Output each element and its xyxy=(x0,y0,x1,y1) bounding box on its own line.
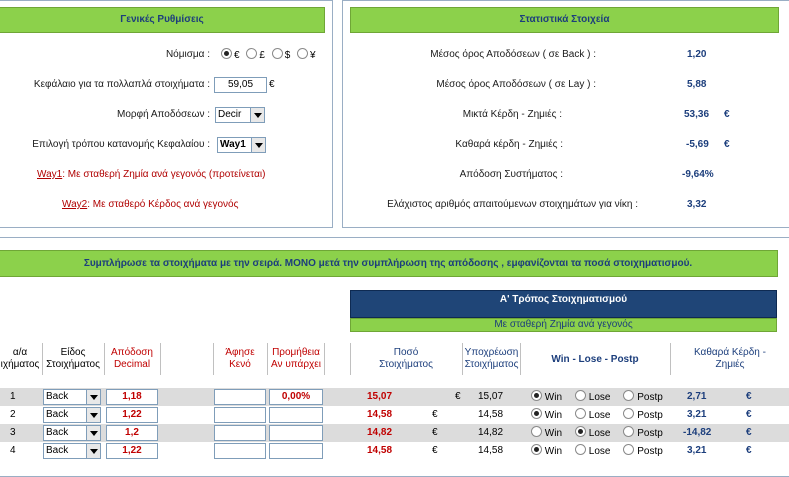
bet-type-select[interactable] xyxy=(43,389,101,405)
header-commission-line1: Προμήθεια xyxy=(272,347,320,358)
header-stake-line1: Ποσό xyxy=(393,347,419,358)
header-net xyxy=(671,347,789,371)
header-liability-line2: Στοιχήματος xyxy=(464,359,519,370)
stat-label-net: Καθαρά κέρδη - Ζημιές : xyxy=(455,139,563,150)
bet-type-select[interactable] xyxy=(43,407,101,423)
leave-empty-input[interactable] xyxy=(214,443,266,459)
method-title: Α' Τρόπος Στοιχηματισμού xyxy=(499,294,628,305)
net-value: -14,82 xyxy=(683,427,712,438)
header-type-line2: Στοιχήματος xyxy=(46,359,100,370)
currency-label: Νόμισμα : xyxy=(165,49,210,60)
result-postp-label: Postp xyxy=(637,410,663,421)
bet-type-value: Back xyxy=(46,391,69,402)
bet-type-select[interactable] xyxy=(43,425,101,441)
result-radio-win[interactable] xyxy=(531,390,542,401)
bet-type-value: Back xyxy=(46,445,69,456)
row-num: 3 xyxy=(10,427,16,438)
way2-note xyxy=(62,199,238,210)
way2-link[interactable]: Way2 xyxy=(62,199,88,210)
currency-radio-group xyxy=(221,48,316,61)
instruction-bar: Συμπλήρωσε τα στοιχήματα με την σειρά. ΜΟΝΟ μετά την συμπλήρωση της απόδοσης , εμφανίζονται τα ποσά στοιχηματισμού. xyxy=(0,250,778,277)
result-radio-group xyxy=(531,444,663,459)
way2-text: : Με σταθερό Κέρδος ανά γεγονός xyxy=(87,199,239,210)
header-net-line2: Ζημιές xyxy=(715,359,745,370)
result-radio-group xyxy=(531,408,663,423)
stat-label-min-bets: Ελάχιστος αριθμός απαιτούμενων στοιχημάτων για νίκη : xyxy=(387,199,638,210)
stat-value-net: -5,69 xyxy=(686,139,709,150)
currency-radio-gbp[interactable] xyxy=(246,48,257,59)
header-liability-line1: Υποχρέωση xyxy=(464,347,519,358)
stake-value: 14,58 xyxy=(367,409,393,420)
result-lose-label: Lose xyxy=(588,410,611,421)
odds-format-select[interactable] xyxy=(215,107,265,123)
header-leave-line1: Άφησε xyxy=(225,347,255,358)
currency-eur-label: € xyxy=(234,50,240,61)
allocation-value: Way1 xyxy=(220,139,246,150)
net-unit: € xyxy=(746,409,752,420)
stat-label-avg-lay: Μέσος όρος Αποδόσεων ( σε Lay ) : xyxy=(436,79,596,90)
result-radio-win[interactable] xyxy=(531,408,542,419)
net-unit: € xyxy=(746,445,752,456)
header-type-line1: Είδος xyxy=(60,347,86,358)
header-net-line1: Καθαρά Κέρδη - xyxy=(694,347,766,358)
capital-unit: € xyxy=(269,79,275,90)
currency-gbp-label: £ xyxy=(259,50,265,61)
stake-value: 15,07 xyxy=(367,391,393,402)
net-value: 3,21 xyxy=(687,409,707,420)
result-radio-postp[interactable] xyxy=(623,426,634,437)
stat-value-yield: -9,64% xyxy=(682,169,714,180)
stake-unit: € xyxy=(455,391,461,402)
allocation-label: Επιλογή τρόπου κατανομής Κεφαλαίου : xyxy=(32,139,210,150)
result-radio-win[interactable] xyxy=(531,426,542,437)
way1-text: : Με σταθερή Ζημία ανά γεγονός (προτείνεται) xyxy=(62,169,266,180)
header-odds-line2: Decimal xyxy=(113,359,151,370)
header-wlp: Win - Lose - Postp xyxy=(551,354,639,365)
row-num: 1 xyxy=(10,391,16,402)
table-row xyxy=(0,442,789,460)
result-lose-label: Lose xyxy=(588,428,611,439)
leave-empty-input[interactable] xyxy=(214,407,266,423)
row-num: 2 xyxy=(10,409,16,420)
currency-radio-jpy[interactable] xyxy=(297,48,308,59)
stat-label-yield: Απόδοση Συστήματος : xyxy=(459,169,563,180)
bet-type-value: Back xyxy=(46,409,69,420)
result-radio-group xyxy=(531,426,663,441)
result-lose-label: Lose xyxy=(588,392,611,403)
stake-unit: € xyxy=(432,409,438,420)
table-row xyxy=(0,388,789,406)
liability-value: 14,58 xyxy=(478,445,504,456)
result-postp-label: Postp xyxy=(637,428,663,439)
header-num-line1: α/α xyxy=(12,347,28,358)
leave-empty-input[interactable] xyxy=(214,389,266,405)
header-num-line2: ιχήματος xyxy=(0,359,40,370)
odds-input[interactable]: 1,22 xyxy=(106,407,158,423)
stat-label-avg-back: Μέσος όρος Αποδόσεων ( σε Back ) : xyxy=(430,49,596,60)
odds-format-label: Μορφή Αποδόσεων : xyxy=(117,109,210,120)
chevron-down-icon[interactable] xyxy=(250,108,264,122)
header-odds xyxy=(105,347,159,371)
statistics-panel xyxy=(342,0,789,228)
table-row xyxy=(0,424,789,442)
result-radio-lose[interactable] xyxy=(575,426,586,437)
odds-input[interactable]: 1,2 xyxy=(106,425,158,441)
commission-input[interactable] xyxy=(269,407,323,423)
liability-value: 14,58 xyxy=(478,409,504,420)
header-num xyxy=(0,347,40,371)
currency-usd-label: $ xyxy=(284,50,291,61)
capital-label: Κεφάλαιο για τα πολλαπλά στοιχήματα : xyxy=(33,79,210,90)
stat-value-avg-back: 1,20 xyxy=(687,49,707,60)
commission-input[interactable] xyxy=(269,425,323,441)
odds-input[interactable]: 1,22 xyxy=(106,443,158,459)
method-subtitle: Με σταθερή Ζημία ανά γεγονός xyxy=(350,318,777,332)
table-row xyxy=(0,406,789,424)
stat-value-min-bets: 3,32 xyxy=(687,199,707,210)
result-win-label: Win xyxy=(544,428,563,439)
net-unit: € xyxy=(746,427,752,438)
result-lose-label: Lose xyxy=(588,446,611,457)
result-win-label: Win xyxy=(544,410,563,421)
stake-unit: € xyxy=(432,445,438,456)
capital-input[interactable]: 59,05 xyxy=(214,77,267,93)
net-value: 3,21 xyxy=(687,445,707,456)
result-radio-postp[interactable] xyxy=(623,408,634,419)
stat-label-gross: Μικτά Κέρδη - Ζημιές : xyxy=(462,109,562,120)
general-settings-title: Γενικές Ρυθμίσεις xyxy=(0,7,325,33)
commission-input[interactable]: 0,00% xyxy=(269,389,323,405)
bet-type-value: Back xyxy=(46,427,69,438)
statistics-title: Στατιστικά Στοιχεία xyxy=(350,7,779,33)
result-win-label: Win xyxy=(544,446,563,457)
currency-radio-eur[interactable] xyxy=(221,48,232,59)
chevron-down-icon[interactable] xyxy=(251,138,265,152)
result-radio-lose[interactable] xyxy=(575,390,586,401)
net-value: 2,71 xyxy=(687,391,707,402)
stake-value: 14,58 xyxy=(367,445,393,456)
header-type xyxy=(43,347,103,371)
stat-unit-net: € xyxy=(724,139,730,150)
leave-empty-input[interactable] xyxy=(214,425,266,441)
header-commission xyxy=(268,347,324,371)
header-liability xyxy=(463,347,520,371)
result-radio-lose[interactable] xyxy=(575,444,586,455)
odds-input[interactable]: 1,18 xyxy=(106,389,158,405)
stat-value-avg-lay: 5,88 xyxy=(687,79,707,90)
chevron-down-icon[interactable] xyxy=(86,390,100,404)
currency-radio-usd[interactable] xyxy=(272,48,283,59)
allocation-select[interactable] xyxy=(217,137,266,153)
liability-value: 15,07 xyxy=(478,391,504,402)
chevron-down-icon[interactable] xyxy=(86,408,100,422)
header-leave xyxy=(214,347,266,371)
result-radio-lose[interactable] xyxy=(575,408,586,419)
stat-value-gross: 53,36 xyxy=(684,109,710,120)
header-commission-line2: Αν υπάρχει xyxy=(271,359,321,370)
way1-link[interactable]: Way1 xyxy=(37,169,63,180)
row-num: 4 xyxy=(10,445,16,456)
header-divider xyxy=(160,343,161,375)
liability-value: 14,82 xyxy=(478,427,504,438)
result-win-label: Win xyxy=(544,392,563,403)
header-leave-line2: Κενό xyxy=(229,359,251,370)
net-unit: € xyxy=(746,391,752,402)
commission-input[interactable] xyxy=(269,443,323,459)
header-stake xyxy=(351,347,461,371)
way1-note xyxy=(37,169,265,180)
stake-value: 14,82 xyxy=(367,427,393,438)
currency-jpy-label: ¥ xyxy=(310,50,316,61)
result-radio-postp[interactable] xyxy=(623,390,634,401)
header-odds-line1: Απόδοση xyxy=(111,347,153,358)
chevron-down-icon[interactable] xyxy=(86,444,100,458)
header-stake-line2: Στοιχήματος xyxy=(379,359,433,370)
method-title-box xyxy=(350,290,777,318)
result-postp-label: Postp xyxy=(637,446,663,457)
result-radio-postp[interactable] xyxy=(623,444,634,455)
result-radio-group xyxy=(531,390,663,405)
stat-unit-gross: € xyxy=(724,109,730,120)
result-postp-label: Postp xyxy=(637,392,663,403)
stake-unit: € xyxy=(432,427,438,438)
bet-type-select[interactable] xyxy=(43,443,101,459)
result-radio-win[interactable] xyxy=(531,444,542,455)
header-divider xyxy=(324,343,325,375)
odds-format-value: Decir xyxy=(218,109,242,120)
chevron-down-icon[interactable] xyxy=(86,426,100,440)
